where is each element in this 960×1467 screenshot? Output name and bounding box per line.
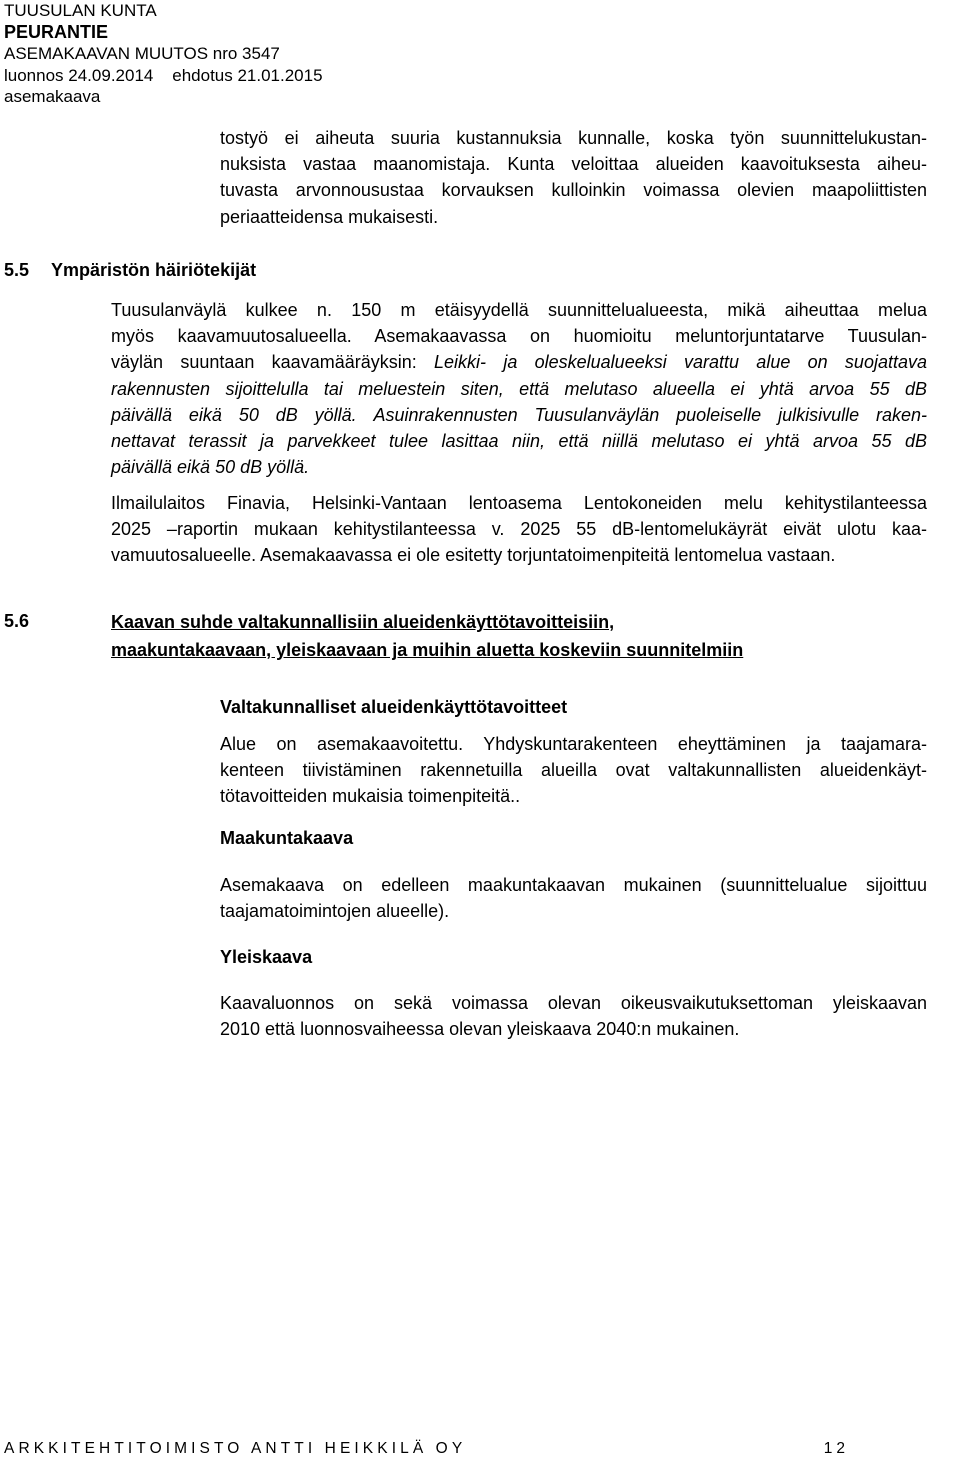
text-line: periaatteidensa mukaisesti. (220, 206, 439, 227)
company-name: ARKKITEHTITOIMISTO ANTTI HEIKKILÄ OY (4, 1440, 467, 1457)
section-title-line: maakuntakaavaan, yleiskaavaan ja muihin aluetta koskeviin suunnitelmiin (111, 640, 744, 660)
subheading-yleiskaava: Yleiskaava (220, 947, 313, 967)
text-line: päivällä eikä 50 dB yöllä. (111, 457, 310, 478)
plan-change-number: ASEMAKAAVAN MUUTOS nro 3547 (4, 44, 280, 63)
section-title-5-6 (111, 608, 743, 664)
text-line: tuvasta arvonnousustaa korvauksen kulloinkin voimassa olevien maapoliittisten (220, 180, 927, 201)
text-line: Tuusulanväylä kulkee n. 150 m etäisyydellä suunnittelualueesta, mikä aiheuttaa melua (111, 300, 927, 320)
text-line: kenteen tiivistäminen rakennetuilla alueilla ovat valtakunnallisten alueidenkäyt- (220, 760, 927, 781)
document-title: PEURANTIE (4, 21, 109, 42)
text-line: 2025 –raportin mukaan kehitystilanteessa v. 2025 55 dB-lentomelukäyrät eivät ulotu kaa- (111, 519, 927, 540)
text-line: myös kaavamuutosalueella. Asemakaavassa on huomioitu meluntorjuntatarve Tuusulan- (111, 326, 927, 347)
maakuntakaava-paragraph (220, 872, 927, 924)
document-dates: luonnos 24.09.2014 ehdotus 21.01.2015 (4, 65, 323, 85)
section-heading-5-6 (4, 608, 29, 634)
text-line: vamuutosalueelle. Asemakaavassa ei ole esitetty torjuntatoimenpiteitä lentomelua vastaan. (111, 545, 836, 566)
aircraft-noise-paragraph (111, 490, 927, 569)
section-title-line: Kaavan suhde valtakunnallisiin alueidenkäyttötavoitteisiin, (111, 612, 615, 632)
document-header (4, 0, 323, 108)
section-title: Ympäristön häiriötekijät (51, 260, 257, 280)
text-line: Alue on asemakaavoitettu. Yhdyskuntarakenteen eheyttäminen ja taajamara- (220, 734, 927, 754)
text-line: Ilmailulaitos Finavia, Helsinki-Vantaan lentoasema Lentokoneiden melu kehitystilanteessa (111, 493, 927, 513)
yleiskaava-paragraph (220, 990, 927, 1042)
text-line: nuksista vastaa maanomistaja. Kunta veloittaa alueiden kaavoituksesta aiheu- (220, 154, 927, 175)
noise-paragraph (111, 297, 927, 480)
text-line: tötavoitteiden mukaisia toimenpiteitä.. (220, 786, 521, 807)
intro-paragraph (220, 125, 927, 230)
subheading-maakuntakaava: Maakuntakaava (220, 828, 354, 848)
text-line: Kaavaluonnos on sekä voimassa olevan oikeusvaikutuksettoman yleiskaavan (220, 993, 927, 1013)
page-number: 12 (823, 1440, 849, 1457)
section-number: 5.5 (4, 260, 30, 280)
page-footer (4, 1440, 849, 1458)
text-line: 2010 että luonnosvaiheessa olevan yleiskaava 2040:n mukainen. (220, 1019, 740, 1040)
plan-kind: asemakaava (4, 87, 101, 106)
text-line: tostyö ei aiheuta suuria kustannuksia kunnalle, koska työn suunnittelukustan- (220, 128, 927, 148)
text-line: nettavat terassit ja parvekkeet tulee lasittaa niin, että niillä melutaso ei yhtä arvoa 55 dB (111, 431, 927, 452)
section-heading-5-5 (4, 257, 256, 283)
valtakunnalliset-paragraph (220, 731, 927, 810)
text-line: Asemakaava on edelleen maakuntakaavan mukainen (suunnittelualue sijoittuu (220, 875, 927, 895)
text-line: väylän suuntaan kaavamääräyksin: Leikki- ja oleskelualueeksi varattu alue on suojattava (111, 352, 927, 373)
text-line: rakennusten sijoittelulla tai meluestein siten, että melutaso alueella ei yhtä arvoa 55 dB (111, 378, 927, 399)
subheading-valtakunnalliset: Valtakunnalliset alueidenkäyttötavoitteet (220, 697, 568, 717)
municipality-name: TUUSULAN KUNTA (4, 1, 157, 20)
section-number: 5.6 (4, 611, 30, 631)
text-line: päivällä eikä 50 dB yöllä. Asuinrakennusten Tuusulanväylän puoleiselle julkisivulle raken- (111, 404, 927, 425)
text-line: taajamatoimintojen alueelle). (220, 901, 450, 922)
